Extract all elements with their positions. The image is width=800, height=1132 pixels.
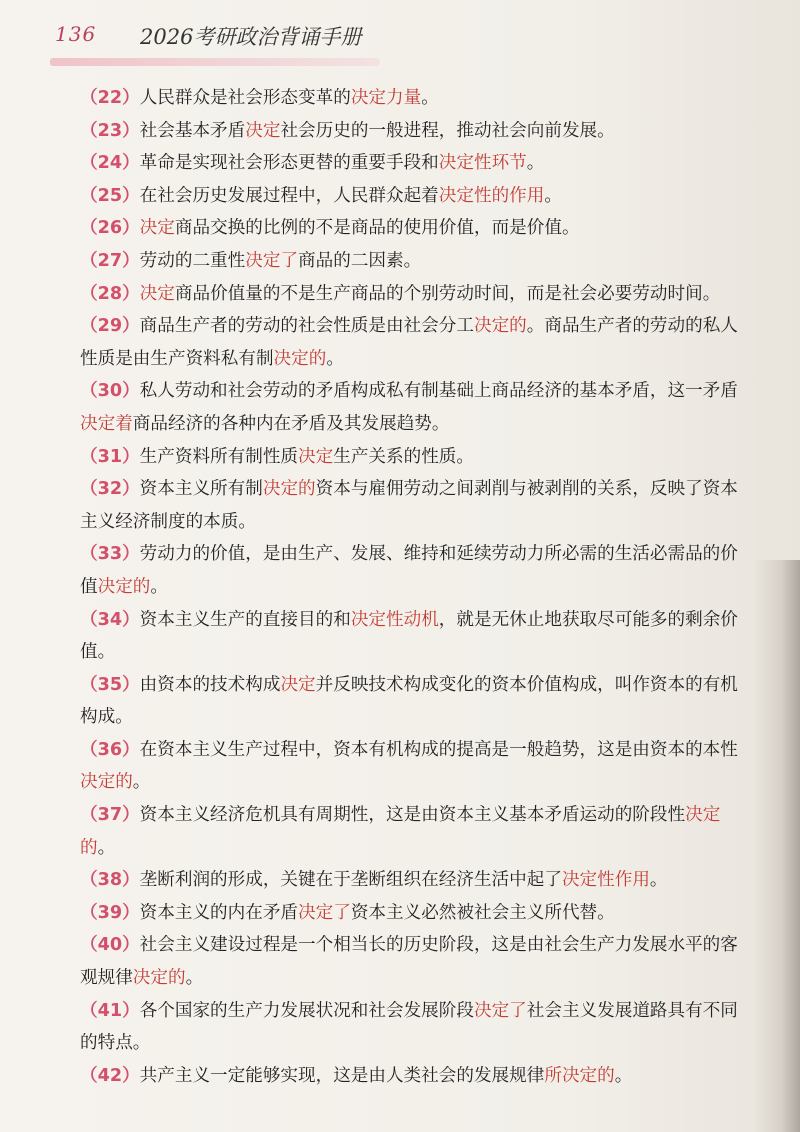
item-text: 资本主义所有制 [139, 479, 263, 500]
item-text: 由资本的技术构成 [139, 674, 281, 695]
page-edge-shadow [754, 560, 800, 1132]
list-item [80, 864, 740, 897]
item-number: （37） [80, 805, 140, 826]
item-number: （40） [80, 935, 140, 956]
list-item [80, 180, 740, 213]
list-item [80, 147, 740, 180]
highlighted-term: 决定的 [473, 316, 527, 337]
item-number: （27） [80, 250, 140, 271]
item-text: 商品交换的比例的不是商品的使用价值，而是价值。 [174, 218, 580, 239]
item-number: （26） [80, 218, 140, 239]
item-text: 垄断利润的形成，关键在于垄断组织在经济生活中起了 [139, 870, 562, 891]
highlighted-term: 决定性动机 [350, 609, 439, 630]
item-text: 商品生产者的劳动的社会性质是由社会分工 [139, 316, 474, 337]
highlighted-term: 决定了 [473, 1000, 527, 1021]
list-item [80, 473, 740, 538]
item-text: 革命是实现社会形态更替的重要手段和 [139, 153, 439, 174]
item-text: 资本与雇佣劳动之间剥削与被剥削的关系，反映了资本主义经济制度的本质。 [80, 479, 738, 532]
list-item [80, 929, 740, 994]
highlighted-term: 决定的 [80, 805, 721, 858]
item-number: （38） [80, 870, 140, 891]
item-text: 私人劳动和社会劳动的矛盾构成私有制基础上商品经济的基本矛盾，这一矛盾 [139, 381, 738, 402]
highlighted-term: 决定的 [273, 348, 327, 369]
item-text: 生产关系的性质。 [333, 446, 474, 467]
page-header [0, 18, 800, 50]
item-text: 商品的二因素。 [298, 250, 422, 271]
list-item [80, 538, 740, 603]
item-text: 资本主义生产的直接目的和 [139, 609, 351, 630]
list-item [80, 375, 740, 440]
item-text: 。 [150, 576, 169, 597]
list-item [80, 115, 740, 148]
list-item [80, 278, 740, 311]
item-text: 在资本主义生产过程中，资本有机构成的提高是一般趋势，这是由资本的本性 [139, 739, 738, 760]
item-text: 。 [526, 153, 545, 174]
list-item [80, 604, 740, 669]
list-item [80, 245, 740, 278]
item-text: 商品经济的各种内在矛盾及其发展趋势。 [132, 413, 450, 434]
item-text: 资本主义的内在矛盾 [139, 902, 299, 923]
list-item [80, 82, 740, 115]
item-number: （29） [80, 316, 140, 337]
item-text: 劳动力的价值，是由生产、发展、维持和延续劳动力所必需的生活必需品的价值 [80, 544, 738, 597]
list-item [80, 1060, 740, 1093]
item-text: 资本主义必然被社会主义所代替。 [350, 902, 615, 923]
item-number: （30） [80, 381, 140, 402]
list-item [80, 995, 740, 1060]
item-number: （25） [80, 185, 140, 206]
highlighted-term: 决定着 [80, 413, 133, 434]
item-number: （39） [80, 902, 140, 923]
list-item [80, 310, 740, 375]
item-text: 社会基本矛盾 [139, 120, 246, 141]
highlighted-term: 决定了 [298, 902, 351, 923]
list-item [80, 799, 740, 864]
item-number: （34） [80, 609, 140, 630]
item-number: （35） [80, 674, 140, 695]
highlighted-term: 决定的 [80, 772, 133, 793]
item-text: 商品价值量的不是生产商品的个别劳动时间，而是社会必要劳动时间。 [174, 283, 721, 304]
item-number: （33） [80, 544, 140, 565]
item-number: （24） [80, 153, 140, 174]
item-text: 。 [132, 772, 151, 793]
item-text: 。 [614, 1065, 633, 1086]
item-number: （22） [80, 88, 140, 108]
item-text: 生产资料所有制性质 [139, 446, 299, 467]
item-number: （36） [80, 739, 140, 760]
item-text: 资本主义经济危机具有周期性，这是由资本主义基本矛盾运动的阶段性 [139, 805, 686, 826]
highlighted-term: 决定的 [132, 968, 186, 989]
item-text: 。商品生产者的劳动的私人性质是由生产资料私有制 [80, 316, 738, 369]
book-title: 2026考研政治背诵手册 [140, 25, 362, 49]
list-item [80, 212, 740, 245]
item-text: 各个国家的生产力发展状况和社会发展阶段 [139, 1000, 474, 1021]
page-number: 136 [55, 22, 97, 46]
list-item [80, 897, 740, 930]
highlighted-term: 决定的 [97, 576, 151, 597]
item-text: 共产主义一定能够实现，这是由人类社会的发展规律 [139, 1065, 545, 1086]
item-number: （23） [80, 120, 140, 141]
item-number: （28） [80, 283, 140, 304]
item-text: 。 [649, 870, 668, 891]
item-text: 社会主义建设过程是一个相当长的历史阶段，这是由社会生产力发展水平的客观规律 [80, 935, 738, 989]
highlighted-term: 决定 [139, 283, 175, 304]
highlighted-term: 决定性的作用 [438, 185, 545, 206]
highlighted-term: 决定 [245, 120, 281, 141]
highlighted-term: 决定性环节 [438, 153, 527, 174]
item-number: （31） [80, 446, 140, 467]
highlighted-term: 决定了 [245, 250, 299, 271]
highlighted-term: 决定 [298, 446, 334, 467]
item-text: 。 [97, 837, 116, 858]
highlighted-term: 决定力量 [350, 88, 422, 108]
highlighted-term: 所决定的 [544, 1065, 615, 1086]
list-item [80, 734, 740, 799]
item-list [80, 82, 740, 1092]
item-text: 。 [544, 185, 562, 206]
item-text: 在社会历史发展过程中，人民群众起着 [139, 185, 439, 206]
item-text: ，就是无休止地获取尽可能多的剩余价值。 [80, 609, 738, 663]
highlighted-term: 决定 [139, 218, 175, 239]
item-text: 并反映技术构成变化的资本价值构成，叫作资本的有机构成。 [80, 674, 738, 728]
list-item [80, 669, 740, 734]
item-text: 。 [326, 348, 344, 369]
item-text: 劳动的二重性 [139, 250, 246, 271]
item-number: （42） [80, 1065, 140, 1086]
item-text: 。 [185, 968, 204, 989]
header-highlight-bar [50, 58, 380, 66]
highlighted-term: 决定性作用 [561, 870, 650, 891]
highlighted-term: 决定 [280, 674, 316, 695]
item-number: （32） [80, 479, 140, 500]
item-text: 人民群众是社会形态变革的 [139, 88, 351, 108]
item-number: （41） [80, 1000, 140, 1021]
item-text: 社会主义发展道路具有不同的特点。 [80, 1000, 738, 1054]
item-text: 。 [421, 88, 439, 108]
list-item [80, 441, 740, 474]
highlighted-term: 决定的 [262, 479, 316, 500]
item-text: 社会历史的一般进程，推动社会向前发展。 [280, 120, 615, 141]
